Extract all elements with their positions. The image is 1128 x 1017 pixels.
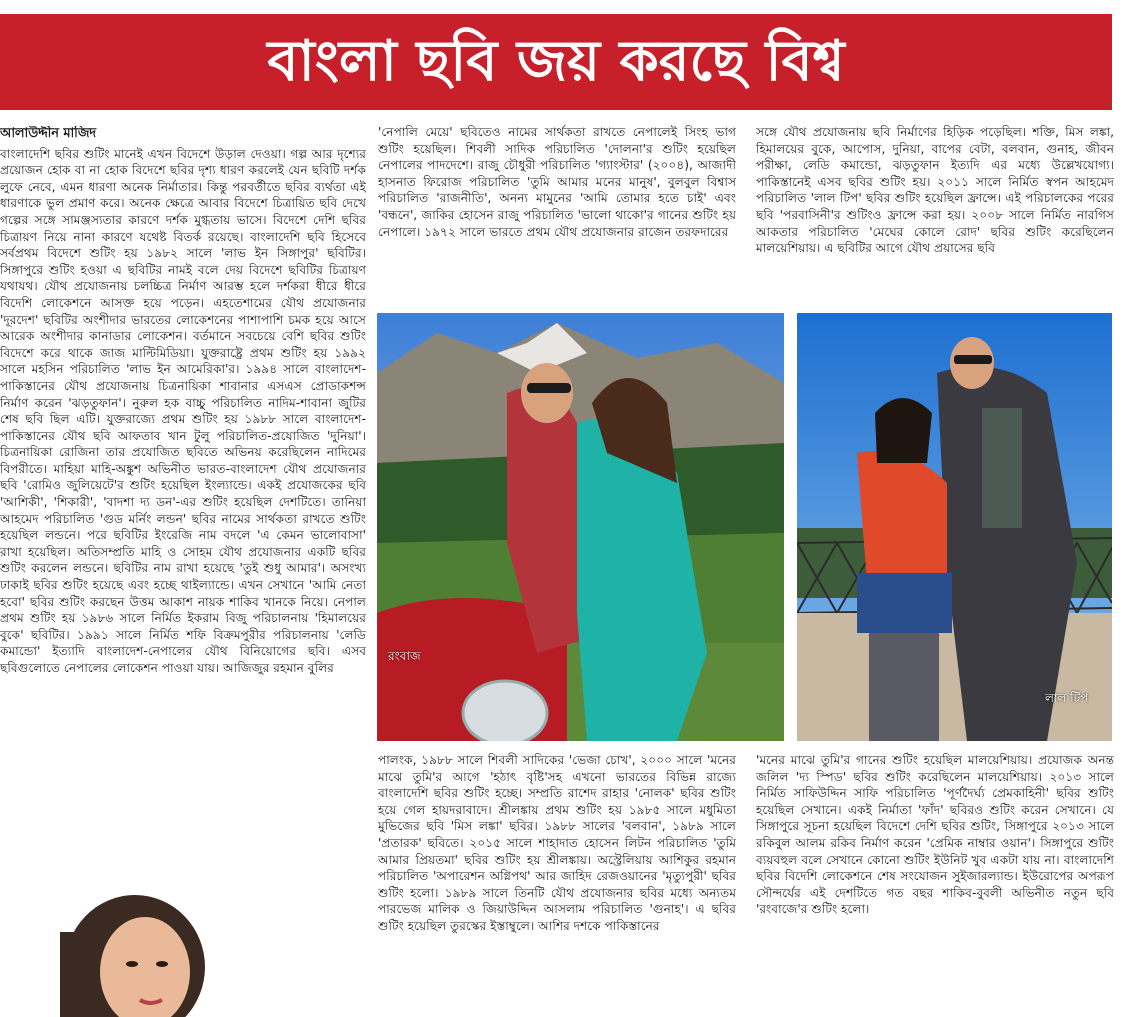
actress-portrait-image bbox=[40, 872, 210, 1017]
column-2-bottom-text: পালংক, ১৯৮৮ সালে শিবলী সাদিকের 'ভেজা চোখ', ২০০০ সালে 'মনের মাঝে তুমি'র আগে 'হঠাৎ বৃষ্টি'সহ এখনো ভারতের বিভিন্ন রাজ্যে বাংলাদেশি ছবির শুটিং হচ্ছে। সম্প্রতি রাশেদ রাহার 'নোলক' ছবির শুটিং হয়ে গেল হায়দরাবাদে। শ্রীলঙ্কায় প্রথম শুটিং হয় ১৯৮৫ সালে মধুমিতা মুভিজের ছবি 'মিস লঙ্কা' ছবির। ১৯৮৮ সালের 'বলবান', ১৯৮৯ সালে 'প্রতারক' ছবিতে। ২০১৫ সালে শাহাদাত হোসেন লিটন পরিচালিত 'তুমি আমার প্রিয়তমা' ছবির শুটিং হয় শ্রীলঙ্কায়। অস্ট্রেলিয়ায় আশিকুর রহমান পরিচালিত 'অপারেশন অগ্নিপথ' আর জাহিদ রেজওয়ানের 'মৃত্যুপুরী' ছবির শুটিং হলো। ১৯৮৯ সালে তিনটি যৌথ প্রযোজনার ছবির মধ্যে অন্যতম পারভেজ মালিক ও জিয়াউদ্দিন আসলাম পরিচালিত 'গুনাহ'। এ ছবির শুটিং হয়েছিল তুরস্কের ইস্তাম্বুলে। আশির দশকে পাকিস্তানের bbox=[378, 753, 736, 933]
column-3-top-text: সঙ্গে যৌথ প্রযোজনায় ছবি নির্মাণের হিড়িক পড়েছিল। শক্তি, মিস লঙ্কা, হিমালয়ের বুকে, আপোস, দুনিয়া, বাপের বেটা, বলবান, গুনাহ, জীবন পরীক্ষা, লেডি কমান্ডো, ঝড়তুফান ইত্যদি এর মধ্যে উল্লেখযোগ্য। পাকিস্তানেই এসব ছবির শুটিং হয়। ২০১১ সালে নির্মিত স্বপন আহমেদ পরিচালিত 'লাল টিপ' ছবির শুটিং হয়েছিল ফ্রান্সে। এই পরিচালকের পরের ছবি 'পরবাসিনী'র শুটিংও ফ্রান্সে করা হয়। ২০০৮ সালে নির্মিত নারগিস আকতার পরিচালিত 'মেঘের কোলে রোদ' ছবির শুটিং করেছিলেন মালয়েশিয়ায়। এ ছবিটির আগে যৌথ প্রয়াসের ছবি bbox=[756, 125, 1114, 256]
headline: বাংলা ছবি জয় করছে বিশ্ব bbox=[267, 29, 845, 94]
column-2-top-text: 'নেপালি মেয়ে' ছবিতেও নামের সার্থকতা রাখতে নেপালেই সিংহ ভাগ শুটিং হয়েছিল। শিবলী সাদিক পরিচালিত 'দোলনা'র শুটিং হয়েছিল নেপালের পাদদেশে। রাজু চৌধুরী পরিচালিত 'গ্যাংস্টার' (২০০৪), আজাদী হাসনাত ফিরোজ পরিচালিত 'তুমি আমার মনের মানুষ', বুলবুল বিশ্বাস পরিচালিত 'রাজনীতি', অনন্য মামুনের 'আমি তোমার হতে চাই' এবং 'বন্ধনে', জাকির হোসেন রাজু পরিচালিত 'ভালো থাকো'র গানের শুটিং হয় নেপালে। ১৯৭২ সালে ভারতে প্রথম যৌথ প্রযোজনার রাজেন তরফদারের bbox=[378, 125, 736, 239]
portrait-illustration bbox=[40, 872, 210, 1017]
lal-tip-photo bbox=[797, 313, 1112, 741]
rongbaaz-caption: রংবাজ bbox=[388, 649, 421, 663]
headline-banner bbox=[0, 14, 1112, 110]
byline: আলাউদ্দীন মাজিদ bbox=[0, 126, 97, 141]
article-column-3-bottom bbox=[756, 752, 1114, 1014]
lal-tip-caption: লাল টিপ bbox=[1045, 691, 1089, 705]
rongbaaz-scene bbox=[377, 313, 784, 741]
column-3-bottom-text: 'মনের মাঝে তুমি'র গানের শুটিং হয়েছিল মালয়েশিয়ায়। প্রযোজক অনন্ত জলিল 'দ্য স্পিড' ছবির শুটিং করেছিলেন মালয়েশিয়ায়। ২০১৩ সালে নির্মিত সাফিউদ্দিন সাফি পরিচালিত 'পূর্ণদৈর্ঘ্য প্রেমকাহিনী' ছবির শুটিং হয়েছিল সেখানে। একই নির্মাতা 'ফাঁদ' ছবিরও শুটিং করেন সেখানে। যে সিঙ্গাপুরে সূচনা হয়েছিল বিদেশে দেশি ছবির শুটিং, সিঙ্গাপুরে ২০১৩ সালে রকিবুল আলম রকিব নির্মাণ করেন 'প্রেমিক নাম্বার ওয়ান'। সিঙ্গাপুরে শুটিং ব্যয়বহুল বলে সেখানে কোনো শুটিং ইউনিট খুব একটা যায় না। বাংলাদেশি ছবির বিদেশি লোকেশনে শেষ সংযোজন সুইজারল্যান্ড। ইউরোপের অপরূপ সৌন্দর্যের এই দেশটিতে গত বছর শাকিব-বুবলী অভিনীত নতুন ছবি 'রংবাজে'র শুটিং হলো। bbox=[756, 753, 1114, 917]
article-column-2-bottom bbox=[378, 752, 736, 1014]
lal-tip-scene bbox=[797, 313, 1112, 741]
column-1-text: বাংলাদেশি ছবির শুটিং মানেই এখন বিদেশে উড়াল দেওয়া। গল্প আর দৃশ্যের প্রয়োজন হোক বা না হোক বিদেশে ছবির দৃশ্য ধারণ করলেই যেন ছবিটি দর্শক লুফে নেবে, এমন ধারণা অনেক নির্মাতার। কিন্তু পরবর্তীতে ছবির ব্যর্থতা এই ধারণাকে ভুল প্রমাণ করে। অনেক ক্ষেত্রে আবার বিদেশে চিত্রায়িত ছবি দেখে গল্পের সঙ্গে সামঞ্জস্যতার কারণে দর্শক মুগ্ধতায় ভাসে। বিদেশে দেশি ছবির চিত্রায়ণ নিয়ে নানা কারণে যথেষ্ট বিতর্ক রয়েছে। বাংলাদেশি ছবি হিসেবে সর্বপ্রথম বিদেশে শুটিং হয় ১৯৮২ সালে 'লাভ ইন সিঙ্গাপুর' ছবিটির। সিঙ্গাপুরে শুটিং হওয়া এ ছবিটির নামই বলে দেয় বিদেশে ছবিটির চিত্রায়ণ যথাযথ। যৌথ প্রযোজনায় চলচ্চিত্র নির্মাণ আরম্ভ হলে দর্শকরা ধীরে ধীরে বিদেশি লোকেশনে আসক্ত হয়ে পড়েন। এহতেশামের যৌথ প্রযোজনার 'দূরদেশ' ছবিটির অংশীদার ভারতের লোকেশনের পাশাপাশি চমক হয়ে আসে আরেক অংশীদার কানাডার লোকেশন। বর্তমানে সবচেয়ে বেশি ছবির শুটিং বিদেশে করে থাকে জাজ মাল্টিমিডিয়া। যুক্তরাষ্ট্রে প্রথম শুটিং হয় ১৯৯২ সালে মহসিন পরিচালিত 'লাভ ইন আমেরিকা'র। ১৯৯৪ সালে বাংলাদেশ-পাকিস্তানের যৌথ প্রযোজনায় চিত্রনায়িকা শাবানার এসএস প্রোডাকশন্স নির্মাণ করেন 'ঝড়তুফান'। নুরুল হক বাচ্চু পরিচালিত নাদিম-শাবানা জুটির শেষ ছবি ছিল এটি। যুক্তরাজ্যে প্রথম শুটিং হয় ১৯৮৮ সালে বাংলাদেশ-পাকিস্তানের যৌথ ছবি আফতাব খান টুলু পরিচালিত-প্রযোজিত 'দুনিয়া'। চিত্রনায়িকা রোজিনা তার প্রযোজিত ছবিতে অভিনয় করেছিলেন নাদিমের বিপরীতে। মাহিয়া মাহি-অঙ্কুশ অভিনীত ভারত-বাংলাদেশ যৌথ প্রযোজনার ছবি 'রোমিও জুলিয়েটে'র শুটিং হয়েছিল ইংল্যান্ডে। একই প্রযোজকের ছবি 'আশিকী', 'শিকারী', 'বাদশা দ্য ডন'-এর শুটিং হয়েছিল দেশটিতে। তানিয়া আহমেদ পরিচালিত 'গুড মর্নিং লন্ডন' ছবির নামের সার্থকতা রাখতে শুটিং হয়েছিল লন্ডনে। পরে ছবিটির ইংরেজি নাম বদলে 'এ কেমন ভালোবাসা' রাখা হয়েছিল। অতিসম্প্রতি মাহি ও সোহম যৌথ প্রযোজনার একটি ছবির শুটিং করলেন লন্ডনে। ছবিটির নাম রাখা হয়েছে 'তুই শুধু আমার'। অসংখ্য ঢাকাই ছবির শুটিং হয়েছে এবং হচ্ছে থাইল্যান্ডে। এখন সেখানে 'আমি নেতা হবো' ছবির শুটিং করছেন উত্তম আকাশ নায়ক শাকিব খানকে নিয়ে। নেপাল প্রথম শুটিং হয় ১৯৮৬ সালে নির্মিত ইকরাম বিজু পরিচালনায় 'হিমালয়ের বুকে' ছবিটির। ১৯৯১ সালে নির্মিত শফি বিক্রমপুরীর পরিচালনায় 'লেডি কমান্ডো' ইত্যাদি বাংলাদেশ-নেপালের যৌথ বিনিয়োগের ছবি। এসব ছবিগুলোতে নেপালের লোকেশন পাওয়া যায়। আজিজুর রহমান বুলির bbox=[0, 146, 366, 675]
rongbaaz-photo bbox=[377, 313, 784, 741]
article-column-3-top bbox=[756, 124, 1114, 302]
article-column-2-top bbox=[378, 124, 736, 302]
